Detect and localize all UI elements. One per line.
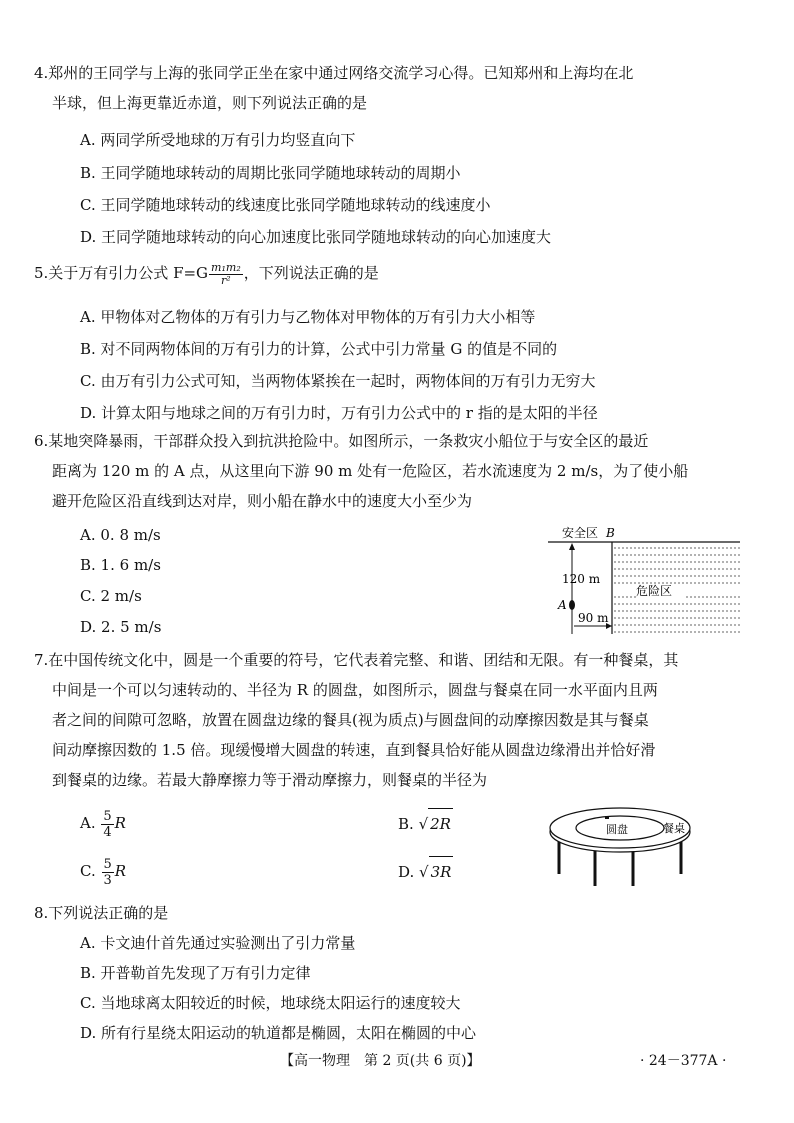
q8-stem: 8.下列说法正确的是 [34,904,169,922]
q4-option-c: C. 王同学随地球转动的线速度比张同学随地球转动的线速度小 [80,196,491,214]
label-point-b: B [606,526,615,540]
label-table: 餐桌 [663,822,685,835]
q5-option-c: C. 由万有引力公式可知，当两物体紧挨在一起时，两物体间的万有引力无穷大 [80,372,596,390]
q5-option-d: D. 计算太阳与地球之间的万有引力时，万有引力公式中的 r 指的是太阳的半径 [80,404,598,422]
q8-option-c: C. 当地球离太阳较近的时候，地球绕太阳运行的速度较大 [80,994,461,1012]
q4-stem-line2: 半球，但上海更靠近赤道，则下列说法正确的是 [52,94,368,112]
q7-option-b [398,808,453,839]
q4-option-a: A. 两同学所受地球的万有引力均竖直向下 [80,131,356,149]
tableware-dot [605,816,609,819]
q7-stem-line1: 7.在中国传统文化中，圆是一个重要的符号，它代表着完整、和谐、团结和无限。有一种餐桌，其 [34,651,679,669]
q7-option-c [80,856,126,888]
question-5 [34,258,734,288]
q7-stem-line3: 者之间的间隙可忽略，放置在圆盘边缘的餐具(视为质点)与圆盘间的动摩擦因数是其与餐桌 [52,711,649,729]
q7-option-d [398,856,453,887]
q7-option-a-var: R [114,814,126,832]
label-disk: 圆盘 [606,823,628,836]
q6-stem-line1: 6.某地突降暴雨，干部群众投入到抗洪抢险中。如图所示，一条救灾小船位于与安全区的最近 [34,432,649,450]
q5-fraction-denominator: r² [221,273,231,287]
q4-option-d: D. 王同学随地球转动的向心加速度比张同学随地球转动的向心加速度大 [80,228,552,246]
q7-option-a-label: A. [80,814,96,832]
q4-option-b: B. 王同学随地球转动的周期比张同学随地球转动的周期小 [80,164,461,182]
q4-stem-line1: 4.郑州的王同学与上海的张同学正坐在家中通过网络交流学习心得。已知郑州和上海均在北 [34,64,634,82]
label-90m: 90 m [578,611,609,625]
q8-option-d: D. 所有行星绕太阳运动的轨道都是椭圆，太阳在椭圆的中心 [80,1024,477,1042]
q7-stem-line4: 间动摩擦因数的 1.5 倍。现缓慢增大圆盘的转速，直到餐具恰好能从圆盘边缘滑出并恰好滑 [52,741,656,759]
q7-option-b-radicand: 2R [428,808,453,839]
q7-option-c-var: R [114,862,127,880]
label-120m: 120 m [562,572,601,586]
q6-option-d: D. 2. 5 m/s [80,618,162,636]
q6-stem-line3: 避开危险区沿直线到达对岸，则小船在静水中的速度大小至少为 [52,492,473,510]
q7-option-c-fraction [102,857,114,888]
q5-option-b: B. 对不同两物体间的万有引力的计算，公式中引力常量 G 的值是不同的 [80,340,558,358]
q7-option-c-denominator: 3 [103,872,112,888]
q7-stem-line2: 中间是一个可以匀速转动的、半径为 R 的圆盘，如图所示，圆盘与餐桌在同一水平面内且两 [52,681,658,699]
question-6 [34,426,734,516]
q7-option-c-label: C. [80,862,96,880]
arrow-up-icon [569,543,575,550]
q6-option-a: A. 0. 8 m/s [80,526,161,544]
q5-fraction-numerator: m₁m₂ [211,260,241,274]
q7-option-b-sqrt: √ 2R [419,808,453,839]
q5-stem-prefix: 5.关于万有引力公式 F=G [34,264,209,282]
q6-stem-line2: 距离为 120 m 的 A 点，从这里向下游 90 m 处有一危险区，若水流速度为 2 m/s，为了使小船 [52,462,689,480]
q8-option-a: A. 卡文迪什首先通过实验测出了引力常量 [80,934,356,952]
footer-exam-code: · 24－377A · [640,1053,727,1069]
q5-option-a: A. 甲物体对乙物体的万有引力与乙物体对甲物体的万有引力大小相等 [80,308,536,326]
question-4 [34,58,734,118]
q7-stem-line5: 到餐桌的边缘。若最大静摩擦力等于滑动摩擦力，则餐桌的半径为 [52,771,488,789]
q5-stem [34,258,734,288]
q7-option-d-label: D. [398,863,415,881]
q7-option-a-fraction [101,809,113,840]
q6-option-c: C. 2 m/s [80,587,142,605]
q5-formula-fraction [209,262,243,287]
q5-stem-suffix: ，下列说法正确的是 [243,264,379,282]
q7-table-diagram [545,800,695,890]
label-point-a: A [558,598,567,612]
label-danger-zone: 危险区 [636,584,673,598]
q7-option-a-denominator: 4 [103,824,112,840]
footer-page-info: 【高一物理 第 2 页(共 6 页)】 [280,1053,481,1069]
label-safe-zone: 安全区 [562,526,599,540]
q7-option-b-label: B. [398,815,414,833]
q7-option-d-radicand: 3R [429,856,454,887]
q6-river-diagram [540,522,770,637]
q7-option-a-numerator: 5 [103,808,112,824]
q7-option-d-sqrt: √ 3R [419,856,453,887]
q7-option-a [80,808,126,840]
q7-option-c-numerator: 5 [103,856,112,872]
q8-option-b: B. 开普勒首先发现了万有引力定律 [80,964,311,982]
boat-icon [569,600,575,610]
q6-option-b: B. 1. 6 m/s [80,556,161,574]
question-8 [34,898,734,928]
question-7 [34,645,734,795]
